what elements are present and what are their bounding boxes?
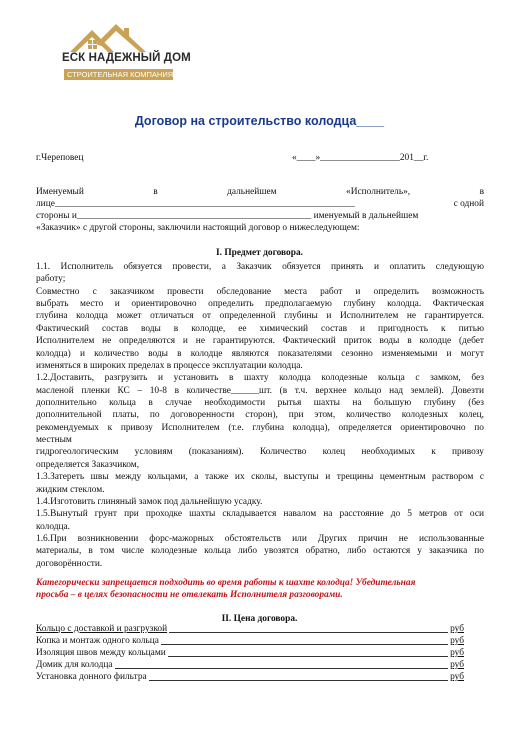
price-unit: руб: [450, 636, 464, 646]
section-1-line: колодца.: [36, 521, 71, 532]
section-1-line: 1.2.Доставить, разгрузить и установить в шахту колодца колодезные кольца с замком, без: [36, 373, 484, 384]
intro-word: Именуемый: [36, 187, 84, 197]
price-blank[interactable]: [161, 643, 448, 645]
price-unit: руб: [450, 624, 464, 634]
intro-word: в: [153, 187, 158, 197]
section-1-line: определяется Заказчиком,: [36, 459, 140, 470]
section-1-line: колодца) и количество воды в колодце являются показателями сезонно изменяемыми и могут: [36, 348, 484, 359]
price-row: [36, 648, 464, 659]
safety-warning-line-1: Категорически запрещается подходить во время работы к шахте колодца! Убедительная: [36, 578, 416, 588]
intro-line-2: [36, 199, 484, 210]
date-line: «____»_________________201__г.: [292, 153, 429, 163]
intro-text: с одной: [453, 199, 484, 209]
document-title: Договор на строительство колодца____: [134, 114, 385, 128]
section-1-line: Фактический состав воды в колодце, ее химический состав и пригодность к питью: [36, 323, 484, 334]
city: г.Череповец: [36, 153, 84, 163]
intro-word: дальнейшем: [227, 187, 277, 197]
price-row: [36, 660, 464, 671]
price-blank[interactable]: [169, 631, 448, 633]
intro-word: «Исполнитель»,: [346, 187, 411, 197]
price-row: [36, 624, 464, 635]
price-label: Кольцо с доставкой и разгрузкой: [36, 624, 168, 634]
safety-warning-line-2: просьба – в целях безопасности не отвлекать Исполнителя разговорами.: [36, 590, 343, 600]
section-1-line: масленой пленки КС – 10-8 в количестве______шт. (в т.ч. верхнее кольцо над землей). Довезти: [36, 385, 484, 396]
section-1-line: жидким стеклом.: [36, 484, 105, 495]
price-label: Установка донного фильтра: [36, 672, 147, 682]
section-1-line: глубина колодца может отличаться от определенной глубины и Исполнителем не гарантируется.: [36, 311, 484, 322]
house-roof-icon: [68, 22, 152, 54]
logo-company-name: ЕСК НАДЕЖНЫЙ ДОМ: [62, 52, 191, 64]
section-2-heading: II. Цена договора.: [221, 614, 298, 624]
logo-tagline: СТРОИТЕЛЬНАЯ КОМПАНИЯ: [64, 69, 173, 80]
section-1-line: изменяться в широких пределах в процессе эксплуатации колодца.: [36, 360, 303, 371]
company-logo: [62, 22, 191, 84]
price-unit: руб: [450, 648, 464, 658]
price-label: Изоляция швов между кольцами: [36, 648, 166, 658]
intro-line-1: [36, 187, 484, 198]
section-1-line: 1.6.При возникновении форс-мажорных обстоятельств или Других причин не использованные: [36, 533, 484, 544]
section-1-line: 1.3.Затереть швы между кольцами, а также их сколы, выступы и трещины цементным раствором с: [36, 472, 484, 483]
section-1-line: выбрать место и ориентировочно определить предполагаемую глубину колодца. Фактическая: [36, 299, 484, 310]
section-1-line: Совместно с заказчиком провести обследование места работ и определить возможность: [36, 286, 484, 297]
section-1-line: местным: [36, 435, 72, 445]
price-blank[interactable]: [149, 679, 448, 681]
section-1-line: 1.1. Исполнитель обязуется провести, а Заказчик обязуется принять и оплатить следующую: [36, 262, 484, 272]
intro-text: лице________________________________________________________________: [36, 199, 355, 209]
section-1-heading: I. Предмет договора.: [216, 248, 303, 258]
price-row: [36, 636, 464, 647]
price-unit: руб: [450, 660, 464, 670]
section-1-line: работу;: [36, 274, 66, 285]
section-1-line: материалы, в том числе колодезные кольца либо увозятся обратно, либо остаются у заказчика по: [36, 546, 484, 557]
intro-word: в: [479, 187, 484, 197]
section-1-line: 1.4.Изготовить глиняный замок под дальнейшую усадку.: [36, 496, 263, 507]
price-row: [36, 672, 464, 683]
section-1-line: рекомендуемых к привозу Исполнителем (т.е. глубина колодца), определяется ориентировочно по: [36, 422, 484, 433]
section-1-line: 1.5.Вынутый грунт при проходке шахты складывается навалом на расстояние до 5 метров от оси: [36, 509, 484, 520]
price-blank[interactable]: [168, 655, 448, 657]
price-label: Домик для колодца: [36, 660, 113, 670]
intro-line-3: стороны и__________________________________________________ именуемый в дальнейшем: [36, 211, 419, 221]
section-1-line: договорённости.: [36, 558, 103, 569]
section-1-line: Исполнителем не определяются и не гарантируются. Фактический приток воды в колодце (дебет: [36, 336, 484, 347]
price-unit: руб: [450, 672, 464, 682]
price-blank[interactable]: [115, 667, 449, 669]
section-1-line: дополнительной платы, по договоренности сторон), при этом, количество колодезных колец,: [36, 410, 484, 421]
intro-line-4: «Заказчик» с другой стороны, заключили настоящий договор о нижеследующем:: [36, 223, 360, 233]
section-1-line: гидрогеологическим условиям (показаниям). Количество колец необходимых к привозу: [36, 447, 484, 458]
section-1-line: дополнительно кольца в случае необходимости рытья шахты на большую глубину (без: [36, 398, 484, 408]
price-label: Копка и монтаж одного кольца: [36, 636, 159, 646]
